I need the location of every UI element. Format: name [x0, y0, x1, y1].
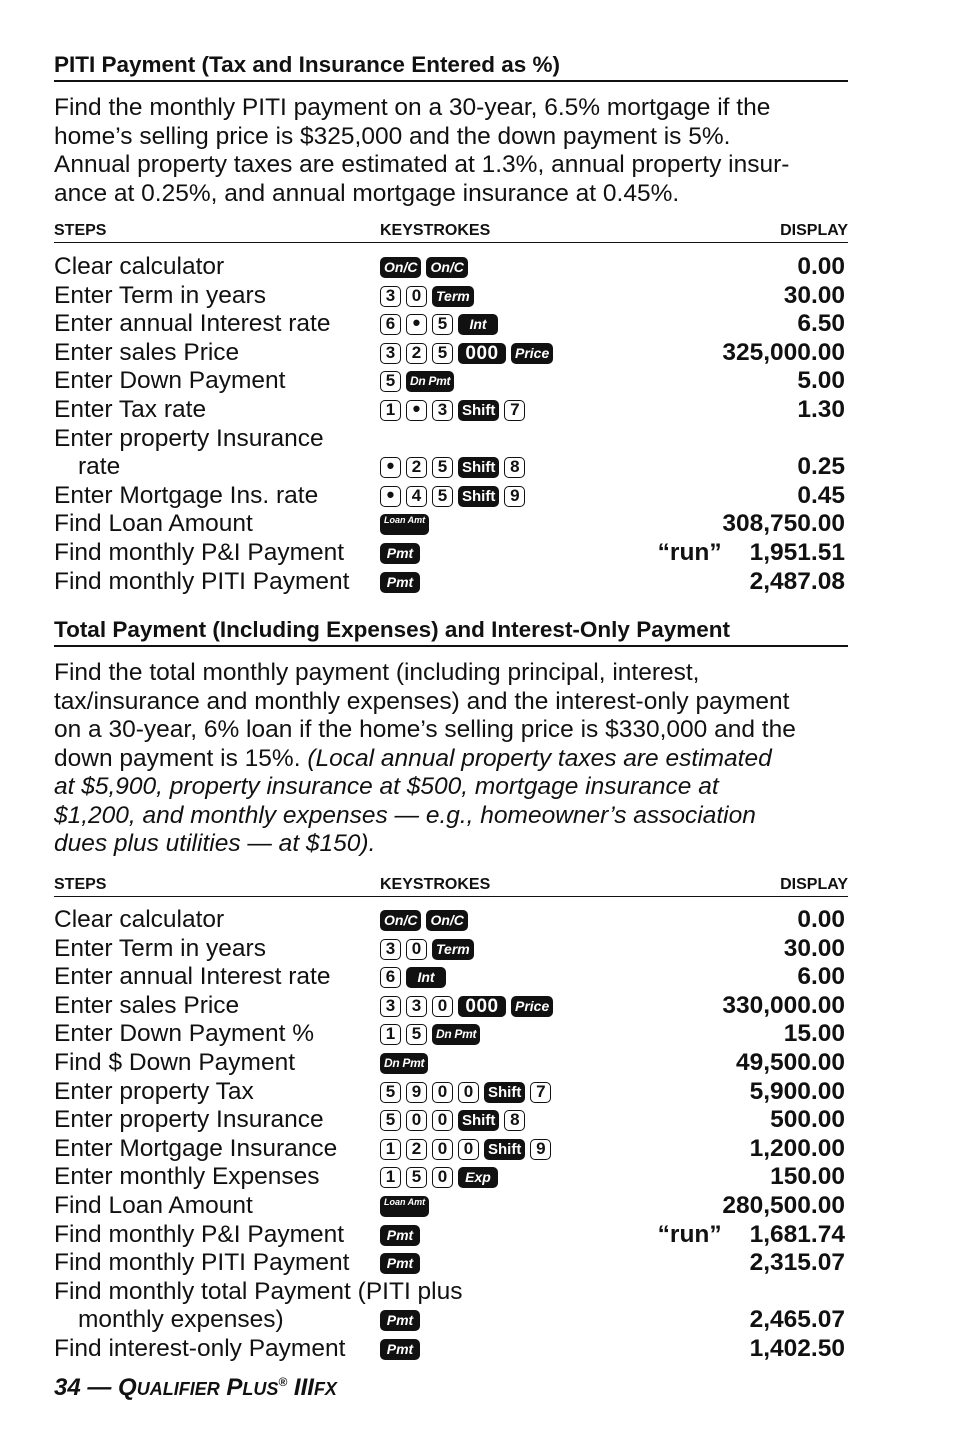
display-number: 280,500.00: [722, 1192, 845, 1219]
display-number: 1,402.50: [749, 1335, 845, 1362]
table-header-total-payment: [54, 876, 848, 897]
product-name-word-1: QUALIFIER: [118, 1374, 220, 1401]
2-key: 2: [406, 343, 427, 364]
paragraph-text: on a 30-year, 6% loan if the home’s selling price is $330,000 and the: [54, 716, 796, 743]
pmt-key: Pmt: [380, 543, 420, 564]
8-key: 8: [504, 457, 525, 478]
display-number: 0.00: [797, 253, 845, 280]
table-header-piti: [54, 222, 848, 243]
display-value: [770, 1163, 845, 1191]
4-key: 4: [406, 486, 427, 507]
1-key: 1: [380, 1167, 401, 1188]
table-row: [54, 1306, 848, 1335]
step-label: Enter Mortgage Ins. rate: [54, 481, 319, 509]
paragraph-line: [54, 830, 854, 859]
1-key: 1: [380, 1024, 401, 1045]
display-number: 15.00: [783, 1020, 845, 1048]
display-value: [797, 963, 845, 991]
section-title-piti: PITI Payment (Tax and Insurance Entered as %): [54, 50, 848, 82]
keystrokes: [380, 1110, 530, 1132]
keystrokes: [380, 1196, 434, 1218]
keystrokes: [380, 1310, 425, 1332]
display-value: [797, 310, 845, 338]
display-value: [797, 906, 845, 934]
column-header-keystrokes: KEYSTROKES: [380, 876, 491, 893]
column-header-display: DISPLAY: [780, 876, 848, 893]
2-key: 2: [406, 457, 427, 478]
step-label: Enter Term in years: [54, 934, 266, 962]
display-value: [722, 992, 845, 1020]
model-name: IIIFX: [293, 1374, 337, 1401]
paragraph-italic-text: $1,200, and monthly expenses — e.g., homeowner’s association: [54, 801, 756, 829]
price-key: Price: [511, 996, 553, 1017]
paragraph-text: tax/insurance and monthly expenses) and the interest-only payment: [54, 687, 790, 715]
paragraph-line: home’s selling price is $325,000 and the down payment is 5%.: [54, 122, 731, 150]
table-row: [54, 1335, 848, 1364]
page-footer: [54, 1374, 337, 1402]
step-label: Enter monthly Expenses: [54, 1163, 320, 1191]
display-value: [797, 367, 845, 395]
table-row: [54, 482, 848, 511]
table-row: [54, 1106, 848, 1135]
0-key: 0: [458, 1139, 479, 1160]
display-number: 6.50: [797, 310, 845, 338]
display-value: [797, 482, 845, 510]
decimal-point-key: •: [380, 486, 401, 507]
table-row: [54, 339, 848, 368]
step-label: Enter annual Interest rate: [54, 310, 331, 338]
step-label: Find Loan Amount: [54, 1192, 253, 1219]
000-key: 000: [458, 996, 506, 1017]
section-title-total-payment: Total Payment (Including Expenses) and Interest-Only Payment: [54, 615, 848, 647]
display-value: [722, 510, 845, 538]
keystrokes: [380, 572, 425, 594]
7-key: 7: [530, 1082, 551, 1103]
on-c-key: On/C: [380, 257, 421, 278]
step-label: Enter Mortgage Insurance: [54, 1134, 338, 1162]
table-row: [54, 282, 848, 311]
5-key: 5: [380, 1082, 401, 1103]
paragraph-line: ance at 0.25%, and annual mortgage insurance at 0.45%.: [54, 179, 680, 207]
step-label: Enter property Tax: [54, 1077, 254, 1105]
term-key: Term: [432, 939, 474, 960]
step-label: Clear calculator: [54, 906, 225, 933]
display-number: 1,951.51: [749, 539, 845, 566]
display-number: 1,681.74: [749, 1220, 845, 1248]
5-key: 5: [380, 1110, 401, 1131]
display-value: [750, 1078, 845, 1106]
shift-key: Shift: [484, 1139, 525, 1160]
9-key: 9: [530, 1139, 551, 1160]
table-row: [54, 453, 848, 482]
on-c-key: On/C: [380, 910, 421, 931]
on-c-key: On/C: [426, 257, 467, 278]
display-number: 308,750.00: [722, 510, 845, 538]
5-key: 5: [380, 371, 401, 392]
display-number: 5,900.00: [749, 1077, 845, 1105]
on-c-key: On/C: [426, 910, 467, 931]
3-key: 3: [406, 996, 427, 1017]
column-header-steps: STEPS: [54, 222, 107, 239]
step-label: Find monthly PITI Payment: [54, 1249, 350, 1277]
table-row: [54, 1249, 848, 1278]
keystrokes: [380, 1053, 433, 1075]
display-value: [770, 1106, 845, 1134]
term-key: Term: [432, 286, 474, 307]
table-row: [54, 1163, 848, 1192]
table-row: [54, 935, 848, 964]
product-name-word-2: PLUS: [226, 1374, 279, 1401]
column-header-display: DISPLAY: [780, 222, 848, 239]
display-value: [750, 1335, 845, 1363]
step-label: Find monthly total Payment (PITI plus: [54, 1277, 463, 1305]
keystrokes: [380, 453, 530, 479]
table-row: [54, 1049, 848, 1078]
paragraph-italic-text: (Local annual property taxes are estimated: [307, 744, 772, 772]
display-number: 500.00: [770, 1106, 845, 1134]
pmt-key: Pmt: [380, 1339, 420, 1360]
int-key: Int: [458, 314, 498, 335]
table-row: [54, 310, 848, 339]
pmt-key: Pmt: [380, 572, 420, 593]
footer-dash: —: [80, 1374, 119, 1401]
step-label: Find interest-only Payment: [54, 1335, 346, 1362]
9-key: 9: [504, 486, 525, 507]
loan-amt-key: Loan Amt: [380, 1196, 429, 1217]
display-value: [750, 1306, 845, 1334]
shift-key: Shift: [458, 457, 499, 478]
3-key: 3: [380, 996, 401, 1017]
display-number: 49,500.00: [736, 1049, 845, 1076]
step-label: Find $ Down Payment: [54, 1049, 296, 1076]
keystrokes: [380, 371, 459, 393]
keystrokes: [380, 310, 503, 336]
paragraph-text: Find the total monthly payment (including principal, interest,: [54, 659, 700, 686]
0-key: 0: [432, 996, 453, 1017]
shift-key: Shift: [484, 1082, 525, 1103]
keystrokes: [380, 1024, 485, 1046]
table-row: [54, 1221, 848, 1250]
step-label: rate: [78, 453, 121, 481]
0-key: 0: [432, 1167, 453, 1188]
paragraph-line: Annual property taxes are estimated at 1.3%, annual property insur-: [54, 151, 790, 178]
paragraph-line: [54, 773, 854, 802]
keystrokes: [380, 1167, 503, 1189]
step-label: Enter sales Price: [54, 338, 240, 366]
keystrokes: [380, 967, 451, 989]
display-value: [784, 282, 845, 310]
step-label: Find monthly PITI Payment: [54, 567, 350, 595]
0-key: 0: [406, 939, 427, 960]
paragraph-italic-text: dues plus utilities — at $150).: [54, 830, 376, 857]
run-indicator: “run”: [657, 539, 722, 566]
registered-mark: ®: [278, 1375, 288, 1389]
display-value: [750, 1135, 845, 1163]
step-label: Find monthly P&I Payment: [54, 1220, 345, 1248]
paragraph-line: [54, 688, 854, 717]
7-key: 7: [504, 400, 525, 421]
1-key: 1: [380, 1139, 401, 1160]
loan-amt-key: Loan Amt: [380, 514, 429, 535]
section-description-total-payment: [54, 659, 854, 859]
table-row: [54, 568, 848, 597]
step-label: Enter Term in years: [54, 281, 266, 309]
5-key: 5: [432, 457, 453, 478]
display-value: [722, 1192, 845, 1220]
step-label: Find monthly P&I Payment: [54, 539, 345, 566]
step-label: monthly expenses): [78, 1306, 284, 1334]
keystrokes: [380, 1253, 425, 1275]
8-key: 8: [504, 1110, 525, 1131]
keystrokes: [380, 514, 434, 536]
step-label: Enter Down Payment %: [54, 1020, 315, 1048]
display-number: 30.00: [783, 934, 845, 962]
step-label: Find Loan Amount: [54, 510, 253, 538]
keystrokes: [380, 939, 479, 961]
display-number: 150.00: [770, 1163, 845, 1191]
6-key: 6: [380, 314, 401, 335]
keystrokes: [380, 343, 558, 365]
display-number: 0.00: [797, 906, 845, 933]
display-value: [797, 396, 845, 424]
keystrokes: [380, 543, 425, 565]
keystrokes: [380, 481, 530, 508]
paragraph-text: down payment is 15%.: [54, 744, 308, 772]
display-value: [658, 539, 845, 567]
exp-key: Exp: [458, 1167, 498, 1188]
display-number: 1.30: [797, 396, 845, 423]
table-row: [54, 539, 848, 568]
5-key: 5: [432, 486, 453, 507]
table-row: [54, 1192, 848, 1221]
2-key: 2: [406, 1139, 427, 1160]
step-label: Enter property Insurance: [54, 1106, 324, 1134]
step-label: Enter Tax rate: [54, 396, 207, 423]
display-number: 330,000.00: [722, 991, 845, 1019]
000-key: 000: [458, 343, 506, 364]
table-row: [54, 906, 848, 935]
display-value: [750, 568, 845, 596]
display-value: [736, 1049, 845, 1077]
section-description-piti: [54, 94, 854, 208]
keystrokes: [380, 910, 473, 932]
display-number: 0.45: [797, 481, 845, 509]
run-indicator: “run”: [657, 1220, 722, 1248]
table-row: [54, 367, 848, 396]
5-key: 5: [406, 1167, 427, 1188]
keystrokes: [380, 1339, 425, 1361]
column-header-steps: STEPS: [54, 876, 107, 893]
pmt-key: Pmt: [380, 1253, 420, 1274]
display-number: 2,465.07: [749, 1306, 845, 1334]
display-number: 2,487.08: [749, 567, 845, 595]
keystrokes: [380, 257, 473, 279]
shift-key: Shift: [458, 400, 499, 421]
step-label: Enter Down Payment: [54, 367, 286, 395]
paragraph-italic-text: at $5,900, property insurance at $500, mortgage insurance at: [54, 773, 719, 800]
3-key: 3: [380, 286, 401, 307]
step-label: Enter sales Price: [54, 991, 240, 1019]
0-key: 0: [432, 1082, 453, 1103]
5-key: 5: [406, 1024, 427, 1045]
display-number: 30.00: [783, 281, 845, 309]
9-key: 9: [406, 1082, 427, 1103]
table-row: [54, 963, 848, 992]
step-label: Clear calculator: [54, 253, 225, 280]
table-row: [54, 1078, 848, 1107]
int-key: Int: [406, 967, 446, 988]
column-header-keystrokes: KEYSTROKES: [380, 222, 491, 239]
0-key: 0: [406, 286, 427, 307]
3-key: 3: [432, 400, 453, 421]
table-row: [54, 396, 848, 425]
paragraph-line: [54, 659, 854, 688]
0-key: 0: [432, 1110, 453, 1131]
shift-key: Shift: [458, 1110, 499, 1131]
0-key: 0: [432, 1139, 453, 1160]
display-value: [797, 453, 845, 481]
display-number: 1,200.00: [749, 1134, 845, 1162]
keystrokes: [380, 1139, 556, 1161]
display-value: [784, 935, 845, 963]
0-key: 0: [458, 1082, 479, 1103]
decimal-point-key: •: [380, 457, 401, 478]
display-number: 5.00: [797, 367, 845, 395]
pmt-key: Pmt: [380, 1310, 420, 1331]
keystrokes: [380, 1225, 425, 1247]
5-key: 5: [432, 314, 453, 335]
display-value: [784, 1020, 845, 1048]
display-number: 0.25: [797, 453, 845, 481]
paragraph-line: [54, 802, 854, 831]
6-key: 6: [380, 967, 401, 988]
display-value: [722, 339, 845, 367]
keystrokes: [380, 996, 558, 1018]
table-row: [54, 1278, 848, 1307]
display-value: [797, 253, 845, 281]
table-row: [54, 1020, 848, 1049]
paragraph-line: [54, 745, 854, 774]
price-key: Price: [511, 343, 553, 364]
table-row: [54, 1135, 848, 1164]
5-key: 5: [432, 343, 453, 364]
keystrokes: [380, 1082, 556, 1104]
step-label: Enter annual Interest rate: [54, 963, 331, 991]
1-key: 1: [380, 400, 401, 421]
step-label: Enter property Insurance: [54, 424, 324, 452]
3-key: 3: [380, 343, 401, 364]
display-value: [658, 1221, 845, 1249]
0-key: 0: [406, 1110, 427, 1131]
dn-pmt-key: Dn Pmt: [406, 371, 454, 392]
keystrokes: [380, 396, 530, 422]
display-value: [750, 1249, 845, 1277]
dn-pmt-key: Dn Pmt: [380, 1053, 428, 1074]
3-key: 3: [380, 939, 401, 960]
display-number: 325,000.00: [722, 338, 845, 366]
decimal-point-key: •: [406, 314, 427, 335]
keystrokes: [380, 286, 479, 308]
dn-pmt-key: Dn Pmt: [432, 1024, 480, 1045]
paragraph-line: [54, 716, 854, 745]
display-number: 2,315.07: [749, 1249, 845, 1277]
display-number: 6.00: [797, 963, 845, 991]
table-row: [54, 992, 848, 1021]
table-row: [54, 425, 848, 454]
pmt-key: Pmt: [380, 1225, 420, 1246]
shift-key: Shift: [458, 486, 499, 507]
table-row: [54, 510, 848, 539]
page-number: 34: [54, 1374, 81, 1401]
decimal-point-key: •: [406, 400, 427, 421]
paragraph-line: Find the monthly PITI payment on a 30-year, 6.5% mortgage if the: [54, 94, 771, 121]
table-row: [54, 253, 848, 282]
